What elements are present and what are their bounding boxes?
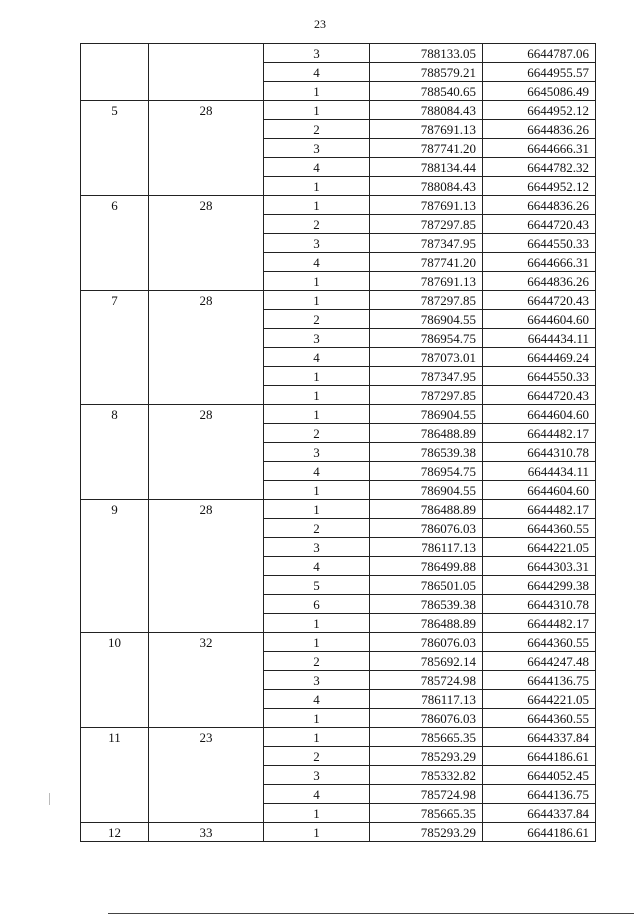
table-row	[81, 728, 596, 747]
plot-number-cell: 6	[81, 196, 149, 291]
x-coordinate-cell: 786539.38	[370, 443, 483, 462]
x-coordinate-cell: 787297.85	[370, 215, 483, 234]
x-coordinate-cell: 788133.05	[370, 44, 483, 63]
quarter-number-cell: 23	[149, 728, 264, 823]
point-number-cell: 1	[264, 386, 370, 405]
point-number-cell: 3	[264, 139, 370, 158]
x-coordinate-cell: 787347.95	[370, 367, 483, 386]
x-coordinate-cell: 787691.13	[370, 272, 483, 291]
y-coordinate-cell: 6644666.31	[483, 253, 596, 272]
x-coordinate-cell: 787691.13	[370, 196, 483, 215]
quarter-number-cell: 28	[149, 405, 264, 500]
table-row	[81, 633, 596, 652]
point-number-cell: 1	[264, 481, 370, 500]
y-coordinate-cell: 6644360.55	[483, 519, 596, 538]
y-coordinate-cell: 6644221.05	[483, 538, 596, 557]
coordinates-table	[80, 43, 596, 842]
y-coordinate-cell: 6644469.24	[483, 348, 596, 367]
x-coordinate-cell: 786499.88	[370, 557, 483, 576]
x-coordinate-cell: 786488.89	[370, 614, 483, 633]
point-number-cell: 1	[264, 614, 370, 633]
x-coordinate-cell: 786117.13	[370, 538, 483, 557]
x-coordinate-cell: 786954.75	[370, 329, 483, 348]
y-coordinate-cell: 6644666.31	[483, 139, 596, 158]
y-coordinate-cell: 6644136.75	[483, 785, 596, 804]
y-coordinate-cell: 6644604.60	[483, 405, 596, 424]
x-coordinate-cell: 786117.13	[370, 690, 483, 709]
y-coordinate-cell: 6644303.31	[483, 557, 596, 576]
y-coordinate-cell: 6644482.17	[483, 500, 596, 519]
point-number-cell: 1	[264, 405, 370, 424]
point-number-cell: 4	[264, 690, 370, 709]
y-coordinate-cell: 6644337.84	[483, 804, 596, 823]
x-coordinate-cell: 788084.43	[370, 177, 483, 196]
point-number-cell: 2	[264, 215, 370, 234]
x-coordinate-cell: 787297.85	[370, 386, 483, 405]
x-coordinate-cell: 788084.43	[370, 101, 483, 120]
y-coordinate-cell: 6644186.61	[483, 747, 596, 766]
x-coordinate-cell: 786954.75	[370, 462, 483, 481]
quarter-number-cell: 28	[149, 101, 264, 196]
x-coordinate-cell: 786076.03	[370, 633, 483, 652]
quarter-number-cell: 28	[149, 196, 264, 291]
quarter-number-cell: 28	[149, 291, 264, 405]
quarter-number-cell	[149, 44, 264, 101]
point-number-cell: 3	[264, 234, 370, 253]
y-coordinate-cell: 6644052.45	[483, 766, 596, 785]
y-coordinate-cell: 6644434.11	[483, 462, 596, 481]
point-number-cell: 4	[264, 63, 370, 82]
y-coordinate-cell: 6644310.78	[483, 595, 596, 614]
point-number-cell: 1	[264, 272, 370, 291]
x-coordinate-cell: 785665.35	[370, 728, 483, 747]
point-number-cell: 3	[264, 329, 370, 348]
y-coordinate-cell: 6644221.05	[483, 690, 596, 709]
x-coordinate-cell: 785332.82	[370, 766, 483, 785]
y-coordinate-cell: 6644720.43	[483, 291, 596, 310]
point-number-cell: 1	[264, 823, 370, 842]
point-number-cell: 3	[264, 671, 370, 690]
x-coordinate-cell: 786501.05	[370, 576, 483, 595]
plot-number-cell: 11	[81, 728, 149, 823]
x-coordinate-cell: 786488.89	[370, 500, 483, 519]
table-row	[81, 500, 596, 519]
y-coordinate-cell: 6644136.75	[483, 671, 596, 690]
y-coordinate-cell: 6644337.84	[483, 728, 596, 747]
point-number-cell: 2	[264, 120, 370, 139]
point-number-cell: 2	[264, 652, 370, 671]
x-coordinate-cell: 787741.20	[370, 253, 483, 272]
y-coordinate-cell: 6644482.17	[483, 614, 596, 633]
plot-number-cell: 9	[81, 500, 149, 633]
x-coordinate-cell: 787297.85	[370, 291, 483, 310]
y-coordinate-cell: 6644550.33	[483, 234, 596, 253]
x-coordinate-cell: 788540.65	[370, 82, 483, 101]
x-coordinate-cell: 786904.55	[370, 481, 483, 500]
y-coordinate-cell: 6644952.12	[483, 101, 596, 120]
y-coordinate-cell: 6644782.32	[483, 158, 596, 177]
y-coordinate-cell: 6644836.26	[483, 272, 596, 291]
y-coordinate-cell: 6644952.12	[483, 177, 596, 196]
y-coordinate-cell: 6645086.49	[483, 82, 596, 101]
x-coordinate-cell: 786539.38	[370, 595, 483, 614]
y-coordinate-cell: 6644720.43	[483, 215, 596, 234]
point-number-cell: 4	[264, 462, 370, 481]
table-row	[81, 44, 596, 63]
x-coordinate-cell: 788134.44	[370, 158, 483, 177]
x-coordinate-cell: 785724.98	[370, 785, 483, 804]
point-number-cell: 1	[264, 367, 370, 386]
point-number-cell: 1	[264, 709, 370, 728]
x-coordinate-cell: 787073.01	[370, 348, 483, 367]
table-row	[81, 196, 596, 215]
point-number-cell: 2	[264, 310, 370, 329]
point-number-cell: 5	[264, 576, 370, 595]
y-coordinate-cell: 6644787.06	[483, 44, 596, 63]
point-number-cell: 3	[264, 443, 370, 462]
point-number-cell: 4	[264, 557, 370, 576]
point-number-cell: 4	[264, 785, 370, 804]
point-number-cell: 3	[264, 44, 370, 63]
point-number-cell: 1	[264, 728, 370, 747]
point-number-cell: 1	[264, 196, 370, 215]
x-coordinate-cell: 786076.03	[370, 519, 483, 538]
y-coordinate-cell: 6644360.55	[483, 709, 596, 728]
quarter-number-cell: 33	[149, 823, 264, 842]
x-coordinate-cell: 787741.20	[370, 139, 483, 158]
point-number-cell: 1	[264, 633, 370, 652]
y-coordinate-cell: 6644836.26	[483, 196, 596, 215]
x-coordinate-cell: 785665.35	[370, 804, 483, 823]
x-coordinate-cell: 786904.55	[370, 405, 483, 424]
y-coordinate-cell: 6644310.78	[483, 443, 596, 462]
quarter-number-cell: 32	[149, 633, 264, 728]
x-coordinate-cell: 787347.95	[370, 234, 483, 253]
point-number-cell: 2	[264, 519, 370, 538]
point-number-cell: 1	[264, 82, 370, 101]
plot-number-cell: 5	[81, 101, 149, 196]
y-coordinate-cell: 6644482.17	[483, 424, 596, 443]
y-coordinate-cell: 6644299.38	[483, 576, 596, 595]
y-coordinate-cell: 6644955.57	[483, 63, 596, 82]
x-coordinate-cell: 788579.21	[370, 63, 483, 82]
point-number-cell: 4	[264, 348, 370, 367]
y-coordinate-cell: 6644360.55	[483, 633, 596, 652]
x-coordinate-cell: 785692.14	[370, 652, 483, 671]
plot-number-cell: 12	[81, 823, 149, 842]
page-number: 23	[314, 17, 326, 31]
y-coordinate-cell: 6644186.61	[483, 823, 596, 842]
x-coordinate-cell: 785724.98	[370, 671, 483, 690]
y-coordinate-cell: 6644550.33	[483, 367, 596, 386]
x-coordinate-cell: 786904.55	[370, 310, 483, 329]
plot-number-cell: 8	[81, 405, 149, 500]
page-bottom-rule	[108, 913, 634, 914]
y-coordinate-cell: 6644836.26	[483, 120, 596, 139]
y-coordinate-cell: 6644720.43	[483, 386, 596, 405]
point-number-cell: 4	[264, 158, 370, 177]
point-number-cell: 1	[264, 101, 370, 120]
point-number-cell: 6	[264, 595, 370, 614]
y-coordinate-cell: 6644604.60	[483, 481, 596, 500]
point-number-cell: 1	[264, 291, 370, 310]
scan-mark	[49, 793, 50, 805]
x-coordinate-cell: 786076.03	[370, 709, 483, 728]
table-row	[81, 405, 596, 424]
plot-number-cell: 7	[81, 291, 149, 405]
y-coordinate-cell: 6644604.60	[483, 310, 596, 329]
point-number-cell: 1	[264, 804, 370, 823]
point-number-cell: 1	[264, 500, 370, 519]
table-row	[81, 823, 596, 842]
point-number-cell: 2	[264, 747, 370, 766]
plot-number-cell	[81, 44, 149, 101]
x-coordinate-cell: 787691.13	[370, 120, 483, 139]
x-coordinate-cell: 785293.29	[370, 747, 483, 766]
x-coordinate-cell: 786488.89	[370, 424, 483, 443]
point-number-cell: 4	[264, 253, 370, 272]
point-number-cell: 2	[264, 424, 370, 443]
point-number-cell: 3	[264, 538, 370, 557]
point-number-cell: 3	[264, 766, 370, 785]
x-coordinate-cell: 785293.29	[370, 823, 483, 842]
plot-number-cell: 10	[81, 633, 149, 728]
table-row	[81, 101, 596, 120]
quarter-number-cell: 28	[149, 500, 264, 633]
table-row	[81, 291, 596, 310]
point-number-cell: 1	[264, 177, 370, 196]
y-coordinate-cell: 6644434.11	[483, 329, 596, 348]
y-coordinate-cell: 6644247.48	[483, 652, 596, 671]
